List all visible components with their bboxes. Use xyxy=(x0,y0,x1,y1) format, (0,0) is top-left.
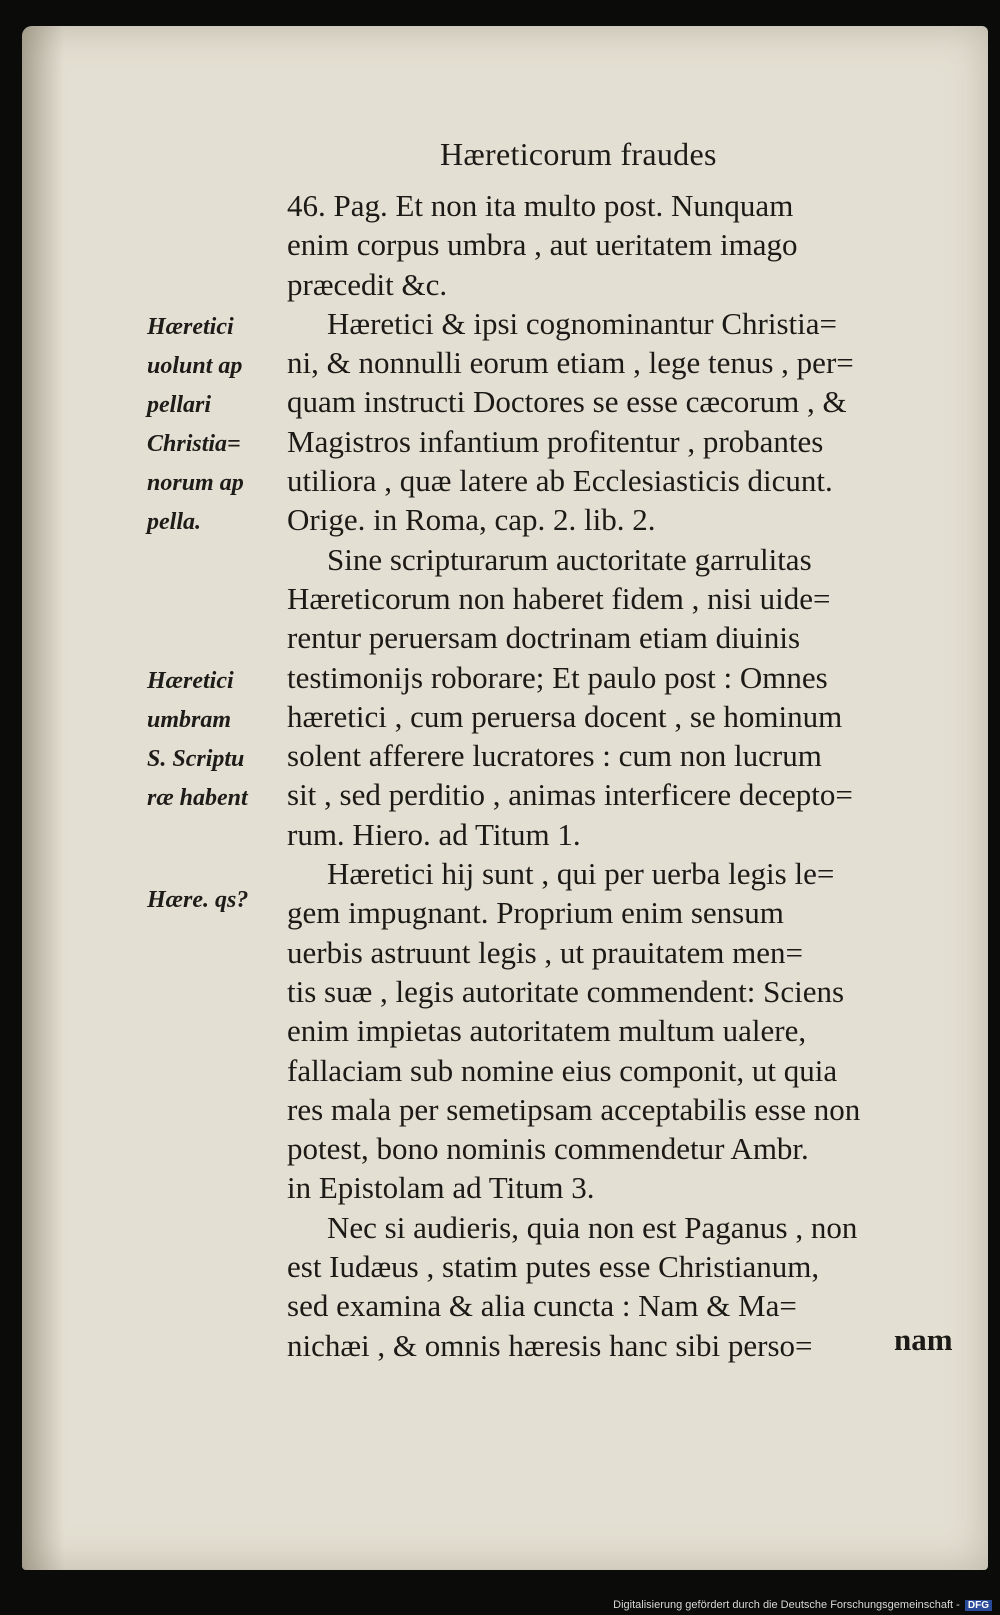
running-head: Hæreticorum fraudes xyxy=(440,136,717,172)
text-line: tis suæ , legis autoritate commendent: Sciens xyxy=(287,973,845,1009)
text-line: Nec si audieris, quia non est Paganus , non xyxy=(327,1209,858,1245)
text-line: est Iudæus , statim putes esse Christianum, xyxy=(287,1249,820,1285)
text-line: in Epistolam ad Titum 3. xyxy=(287,1170,595,1206)
text-line: Orige. in Roma, cap. 2. lib. 2. xyxy=(287,502,656,538)
text-line: sed examina & alia cuncta : Nam & Ma= xyxy=(287,1288,797,1324)
text-line: testimonijs roborare; Et paulo post : Omnes xyxy=(287,659,828,695)
text-line: Hæreticorum non haberet fidem , nisi uide= xyxy=(287,580,831,616)
text-line: rentur peruersam doctrinam etiam diuinis xyxy=(287,620,801,656)
margin-note-heretics-question xyxy=(147,881,287,920)
margin-note-line: pella. xyxy=(147,509,201,535)
text-line: potest, bono nominis commendetur Ambr. xyxy=(287,1131,809,1167)
margin-note-line: umbram xyxy=(147,707,232,733)
text-line: sit , sed perditio , animas interficere decepto= xyxy=(287,777,853,813)
text-line: hæretici , cum peruersa docent , se hominum xyxy=(287,698,843,734)
text-line: quam instructi Doctores se esse cæcorum , & xyxy=(287,384,847,420)
text-line: solent afferere lucratores : cum non lucrum xyxy=(287,738,822,774)
margin-note-line: pellari xyxy=(147,392,211,418)
margin-note-line: Christia= xyxy=(147,431,241,457)
margin-note-line: uolunt ap xyxy=(147,353,243,379)
text-line: Magistros infantium profitentur , probantes xyxy=(287,423,824,459)
footer-credit xyxy=(613,1599,992,1611)
book-page xyxy=(22,26,988,1570)
text-line: Hæretici & ipsi cognominantur Christia= xyxy=(327,305,837,341)
margin-note-line: Hæretici xyxy=(147,668,234,694)
margin-note-line: norum ap xyxy=(147,470,244,496)
margin-note-heretics-shadow-scripture xyxy=(147,662,287,818)
text-line: Hæretici hij sunt , qui per uerba legis le= xyxy=(327,856,835,892)
text-line: gem impugnant. Proprium enim sensum xyxy=(287,895,784,931)
text-line: 46. Pag. Et non ita multo post. Nunquam xyxy=(287,188,794,223)
body-text xyxy=(287,186,987,1365)
catchword: nam xyxy=(894,1322,953,1357)
text-line: præcedit &c. xyxy=(287,266,448,302)
text-line: uerbis astruunt legis , ut prauitatem men= xyxy=(287,934,803,970)
footer-text: Digitalisierung gefördert durch die Deutsche Forschungsgemeinschaft - xyxy=(613,1599,960,1611)
text-line: nichæi , & omnis hæresis hanc sibi perso= xyxy=(287,1327,813,1363)
text-line: ni, & nonnulli eorum etiam , lege tenus , per= xyxy=(287,345,854,381)
text-line: enim impietas autoritatem multum ualere, xyxy=(287,1013,807,1049)
text-line: fallaciam sub nomine eius componit, ut quia xyxy=(287,1052,838,1088)
margin-note-line: Hære. qs? xyxy=(147,887,249,913)
text-line: Sine scripturarum auctoritate garrulitas xyxy=(327,541,812,577)
margin-note-line: S. Scriptu xyxy=(147,746,245,772)
text-line: utiliora , quæ latere ab Ecclesiasticis dicunt. xyxy=(287,463,833,499)
text-line: res mala per semetipsam acceptabilis esse non xyxy=(287,1091,861,1127)
margin-note-line: ræ habent xyxy=(147,785,248,811)
text-line: enim corpus umbra , aut ueritatem imago xyxy=(287,227,798,263)
margin-note-heretics-called-christians xyxy=(147,308,287,542)
dfg-logo-icon: DFG xyxy=(965,1600,992,1611)
text-line: rum. Hiero. ad Titum 1. xyxy=(287,816,581,852)
margin-note-line: Hæretici xyxy=(147,314,234,340)
